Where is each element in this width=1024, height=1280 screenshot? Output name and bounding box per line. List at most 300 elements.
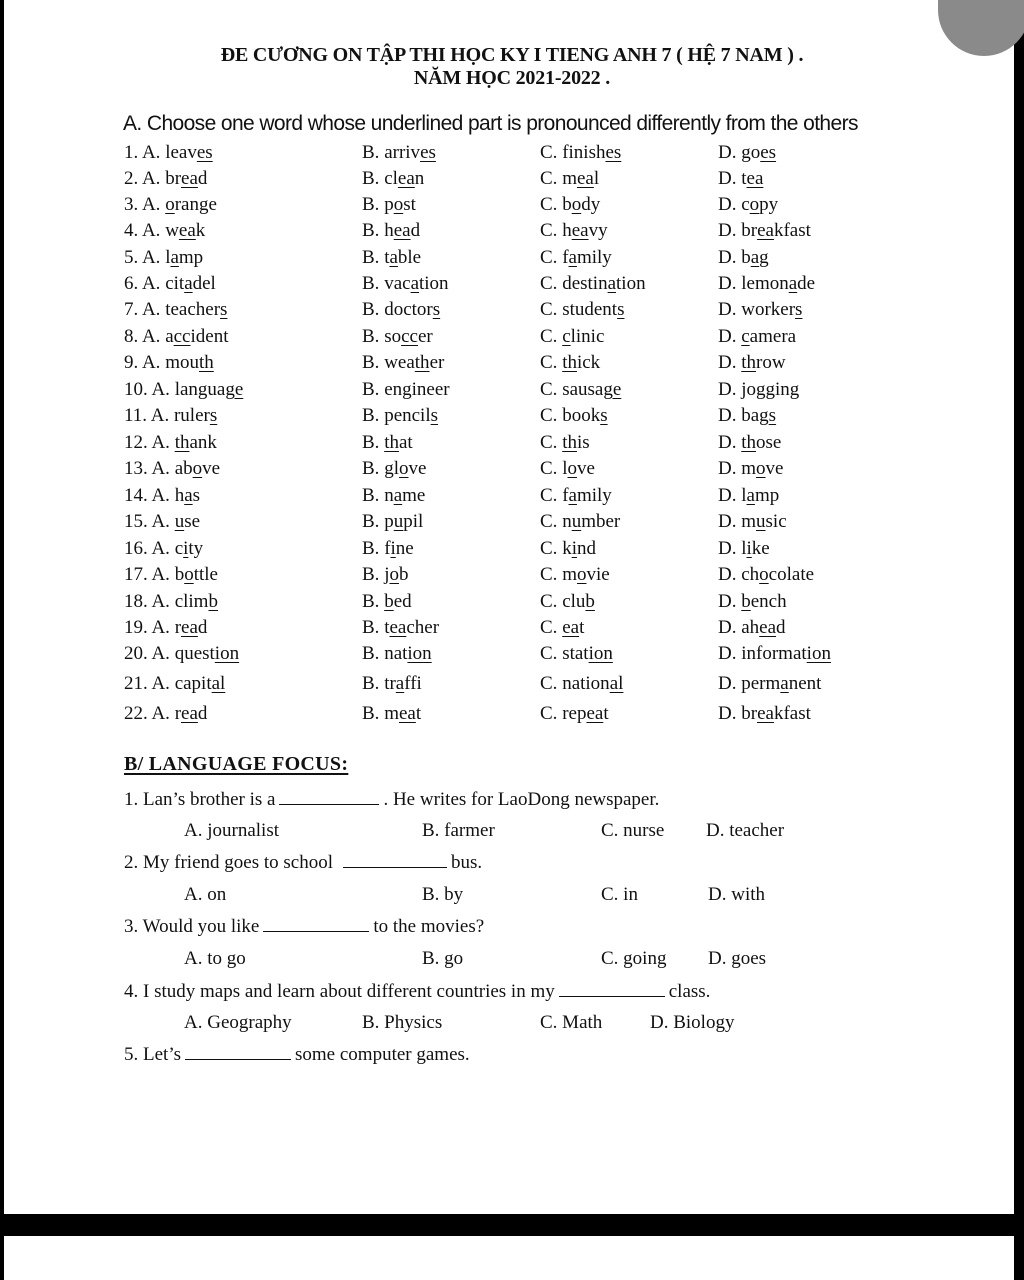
option-prefix: C. bbox=[540, 220, 563, 241]
underlined-part: a bbox=[389, 247, 398, 268]
word-start: bag bbox=[741, 405, 769, 426]
option-prefix: 8. A. bbox=[124, 326, 166, 347]
option-prefix: C. bbox=[540, 405, 563, 426]
word-start: informat bbox=[741, 643, 807, 664]
question-4-option-a: A. Geography bbox=[184, 1012, 292, 1033]
word-start: teacher bbox=[165, 299, 221, 320]
word-start: so bbox=[384, 326, 402, 347]
question-3-blank bbox=[263, 917, 369, 932]
word-8-option-c bbox=[540, 326, 604, 348]
word-15-option-c bbox=[540, 511, 620, 533]
option-prefix: B. bbox=[362, 703, 385, 724]
word-row-16 bbox=[0, 538, 1024, 564]
option-prefix: 11. A. bbox=[124, 405, 174, 426]
word-4-option-b bbox=[362, 220, 420, 242]
option-prefix: B. bbox=[362, 538, 385, 559]
option-prefix: C. bbox=[540, 247, 563, 268]
question-2-option-d: D. with bbox=[708, 884, 765, 905]
underlined-part: ion bbox=[214, 643, 240, 664]
word-start: n bbox=[384, 485, 394, 506]
word-1-option-d bbox=[718, 142, 776, 164]
word-end: cher bbox=[406, 617, 440, 638]
underlined-part: es bbox=[196, 142, 213, 163]
question-1-text: 1. Lan’s brother is a bbox=[124, 789, 276, 810]
question-3-option-a: A. to go bbox=[184, 948, 246, 969]
word-start: f bbox=[562, 247, 569, 268]
underlined-part: o bbox=[576, 564, 587, 585]
word-15-option-d bbox=[718, 511, 787, 533]
word-10-option-b bbox=[362, 379, 450, 401]
option-prefix: C. bbox=[540, 352, 563, 373]
word-18-option-d bbox=[718, 591, 787, 613]
word-end: mily bbox=[576, 485, 612, 506]
question-4-text: 4. I study maps and learn about different countries in my bbox=[124, 981, 555, 1002]
word-end: ke bbox=[751, 538, 770, 559]
word-start: f bbox=[562, 485, 569, 506]
word-row-11 bbox=[0, 405, 1024, 431]
word-end: l bbox=[593, 168, 600, 189]
word-end: kfast bbox=[773, 703, 811, 724]
word-start: l bbox=[165, 247, 171, 268]
option-prefix: D. bbox=[718, 458, 742, 479]
option-prefix: C. bbox=[540, 511, 563, 532]
word-1-option-b bbox=[362, 142, 436, 164]
word-end: t bbox=[415, 703, 422, 724]
option-prefix: D. bbox=[718, 643, 742, 664]
word-end: d bbox=[410, 220, 421, 241]
word-start: wea bbox=[384, 352, 415, 373]
word-2-option-c bbox=[540, 168, 599, 190]
option-prefix: 7. A. bbox=[124, 299, 166, 320]
word-end: ty bbox=[188, 538, 204, 559]
word-start: b bbox=[174, 564, 185, 585]
word-end: range bbox=[174, 194, 217, 215]
word-start: j bbox=[384, 564, 390, 585]
question-4-option-d: D. Biology bbox=[650, 1012, 735, 1033]
word-end: ing bbox=[775, 379, 800, 400]
underlined-part: ea bbox=[178, 220, 196, 241]
question-3-option-b: B. go bbox=[422, 948, 464, 969]
option-prefix: 2. A. bbox=[124, 168, 166, 189]
underlined-part: cc bbox=[173, 326, 191, 347]
word-7-option-c bbox=[540, 299, 624, 321]
word-end: d bbox=[776, 617, 786, 638]
question-1-option-d: D. teacher bbox=[706, 820, 785, 841]
underlined-part: ea bbox=[397, 168, 415, 189]
word-start: quest bbox=[174, 643, 215, 664]
word-start: ah bbox=[741, 617, 760, 638]
word-end: colate bbox=[768, 564, 815, 585]
word-2-option-a bbox=[124, 168, 207, 190]
word-end: ose bbox=[756, 432, 782, 453]
word-end: ble bbox=[397, 247, 422, 268]
word-14-option-c bbox=[540, 485, 612, 507]
question-5-tail: some computer games. bbox=[295, 1044, 470, 1065]
underlined-part: th bbox=[174, 432, 190, 453]
option-prefix: D. bbox=[718, 591, 742, 612]
word-row-14 bbox=[0, 485, 1024, 511]
word-21-option-b bbox=[362, 673, 422, 695]
word-17-option-b bbox=[362, 564, 408, 586]
word-start: stat bbox=[562, 643, 589, 664]
underlined-part: o bbox=[165, 194, 175, 215]
option-prefix: B. bbox=[362, 617, 385, 638]
underlined-part: o bbox=[184, 564, 194, 585]
underlined-part: b bbox=[384, 591, 394, 612]
option-prefix: C. bbox=[540, 673, 563, 694]
option-prefix: D. bbox=[718, 617, 742, 638]
word-16-option-b bbox=[362, 538, 414, 560]
word-8-option-d bbox=[718, 326, 796, 348]
underlined-part: th bbox=[384, 432, 399, 453]
underlined-part: ea bbox=[562, 617, 580, 638]
word-19-option-a bbox=[124, 617, 207, 639]
word-start: pencil bbox=[384, 405, 431, 426]
word-11-option-c bbox=[540, 405, 608, 427]
underlined-part: b bbox=[585, 591, 595, 612]
option-prefix: B. bbox=[362, 299, 385, 320]
word-17-option-d bbox=[718, 564, 814, 586]
underlined-part: es bbox=[760, 142, 777, 163]
word-start: perm bbox=[741, 673, 781, 694]
option-prefix: D. bbox=[718, 220, 742, 241]
word-start: k bbox=[562, 538, 572, 559]
word-13-option-b bbox=[362, 458, 426, 480]
option-prefix: D. bbox=[718, 485, 742, 506]
option-prefix: D. bbox=[718, 326, 742, 347]
option-prefix: C. bbox=[540, 564, 563, 585]
underlined-part: o bbox=[571, 194, 582, 215]
question-4 bbox=[124, 981, 710, 1003]
option-prefix: B. bbox=[362, 247, 385, 268]
underlined-part: a bbox=[607, 273, 617, 294]
word-17-option-c bbox=[540, 564, 610, 586]
word-9-option-b bbox=[362, 352, 444, 374]
word-end: mber bbox=[581, 511, 621, 532]
option-prefix: B. bbox=[362, 432, 385, 453]
word-end: de bbox=[797, 273, 816, 294]
word-row-10 bbox=[0, 379, 1024, 405]
word-end: t bbox=[603, 703, 609, 724]
word-start: t bbox=[741, 168, 747, 189]
word-end: nd bbox=[576, 538, 596, 559]
underlined-part: th bbox=[741, 352, 757, 373]
underlined-part: th bbox=[198, 352, 214, 373]
word-end: er bbox=[417, 326, 433, 347]
word-10-option-d bbox=[718, 379, 799, 401]
option-prefix: C. bbox=[540, 643, 563, 664]
question-2 bbox=[124, 852, 482, 874]
underlined-part: i bbox=[746, 538, 752, 559]
word-14-option-a bbox=[124, 485, 200, 507]
word-start: student bbox=[562, 299, 618, 320]
question-1-option-b: B. farmer bbox=[422, 820, 495, 841]
word-3-option-a bbox=[124, 194, 217, 216]
word-7-option-d bbox=[718, 299, 802, 321]
word-end: k bbox=[195, 220, 206, 241]
word-20-option-c bbox=[540, 643, 613, 665]
word-start: jo bbox=[741, 379, 757, 400]
question-1 bbox=[124, 789, 659, 811]
word-end: py bbox=[759, 194, 779, 215]
underlined-part: ea bbox=[398, 703, 416, 724]
underlined-part: o bbox=[749, 194, 760, 215]
option-prefix: D. bbox=[718, 273, 742, 294]
word-16-option-a bbox=[124, 538, 203, 560]
word-start: b bbox=[562, 194, 572, 215]
question-2-option-a: A. on bbox=[184, 884, 227, 905]
option-prefix: D. bbox=[718, 168, 742, 189]
word-11-option-a bbox=[124, 405, 217, 427]
word-9-option-d bbox=[718, 352, 786, 374]
word-22-option-b bbox=[362, 703, 421, 725]
word-19-option-d bbox=[718, 617, 786, 639]
word-8-option-a bbox=[124, 326, 229, 348]
word-3-option-d bbox=[718, 194, 778, 216]
option-prefix: 15. A. bbox=[124, 511, 175, 532]
word-start: r bbox=[174, 617, 182, 638]
word-row-4 bbox=[0, 220, 1024, 246]
question-3-option-d: D. goes bbox=[708, 948, 767, 969]
option-prefix: B. bbox=[362, 643, 385, 664]
word-end: se bbox=[184, 511, 201, 532]
underlined-part: ea bbox=[571, 220, 589, 241]
word-row-7 bbox=[0, 299, 1024, 325]
word-20-option-b bbox=[362, 643, 432, 665]
word-8-option-b bbox=[362, 326, 433, 348]
next-page-edge bbox=[4, 1236, 1014, 1280]
option-prefix: 12. A. bbox=[124, 432, 175, 453]
option-prefix: 19. A. bbox=[124, 617, 175, 638]
word-18-option-b bbox=[362, 591, 412, 613]
underlined-part: s bbox=[600, 405, 608, 426]
word-end: b bbox=[398, 564, 409, 585]
word-start: p bbox=[384, 194, 394, 215]
word-22-option-c bbox=[540, 703, 609, 725]
option-prefix: D. bbox=[718, 511, 742, 532]
option-prefix: C. bbox=[540, 326, 563, 347]
underlined-part: o bbox=[389, 564, 399, 585]
word-start: arriv bbox=[384, 142, 421, 163]
option-prefix: 3. A. bbox=[124, 194, 166, 215]
underlined-part: es bbox=[605, 142, 622, 163]
underlined-part: b bbox=[741, 591, 751, 612]
word-end: vy bbox=[588, 220, 608, 241]
option-prefix: 1. A. bbox=[124, 142, 166, 163]
option-prefix: B. bbox=[362, 142, 385, 163]
option-prefix: C. bbox=[540, 299, 563, 320]
word-12-option-a bbox=[124, 432, 217, 454]
word-start: r bbox=[174, 703, 182, 724]
option-prefix: B. bbox=[362, 405, 385, 426]
question-3 bbox=[124, 916, 484, 938]
option-prefix: D. bbox=[718, 194, 742, 215]
underlined-part: s bbox=[430, 405, 439, 426]
underlined-part: o bbox=[398, 458, 409, 479]
question-5-text: 5. Let’s bbox=[124, 1044, 181, 1065]
word-start: br bbox=[165, 168, 182, 189]
word-start: m bbox=[741, 511, 757, 532]
option-prefix: D. bbox=[718, 673, 742, 694]
underlined-part: a bbox=[184, 485, 193, 506]
question-4-option-b: B. Physics bbox=[362, 1012, 443, 1033]
underlined-part: ea bbox=[746, 168, 764, 189]
word-end: mily bbox=[576, 247, 612, 268]
word-end: ve bbox=[408, 458, 427, 479]
word-end: is bbox=[576, 432, 590, 453]
underlined-part: ea bbox=[586, 703, 604, 724]
word-11-option-d bbox=[718, 405, 776, 427]
underlined-part: th bbox=[741, 432, 757, 453]
word-end: d bbox=[197, 703, 208, 724]
word-11-option-b bbox=[362, 405, 438, 427]
option-prefix: C. bbox=[540, 485, 563, 506]
word-row-13 bbox=[0, 458, 1024, 484]
word-start: p bbox=[384, 511, 394, 532]
word-start: doctor bbox=[384, 299, 433, 320]
option-prefix: B. bbox=[362, 220, 385, 241]
word-10-option-a bbox=[124, 379, 243, 401]
word-end: dy bbox=[581, 194, 601, 215]
word-start: book bbox=[562, 405, 601, 426]
option-prefix: 14. A. bbox=[124, 485, 175, 506]
word-start: clu bbox=[562, 591, 586, 612]
word-end: kfast bbox=[773, 220, 811, 241]
question-2-blank bbox=[343, 853, 447, 868]
word-row-18 bbox=[0, 591, 1024, 617]
word-row-19 bbox=[0, 617, 1024, 643]
word-end: me bbox=[402, 485, 426, 506]
word-end: s bbox=[192, 485, 201, 506]
option-prefix: B. bbox=[362, 326, 385, 347]
word-start: nat bbox=[384, 643, 408, 664]
word-end: sic bbox=[765, 511, 787, 532]
word-row-21 bbox=[0, 673, 1024, 699]
word-13-option-c bbox=[540, 458, 595, 480]
option-prefix: 5. A. bbox=[124, 247, 166, 268]
option-prefix: B. bbox=[362, 273, 385, 294]
word-19-option-b bbox=[362, 617, 439, 639]
word-end: row bbox=[756, 352, 786, 373]
word-22-option-d bbox=[718, 703, 811, 725]
word-3-option-c bbox=[540, 194, 600, 216]
word-end: d bbox=[197, 617, 208, 638]
question-3-text: 3. Would you like bbox=[124, 916, 260, 937]
word-start: n bbox=[562, 511, 572, 532]
underlined-part: ea bbox=[181, 703, 198, 724]
word-12-option-b bbox=[362, 432, 413, 454]
word-end: ttle bbox=[193, 564, 218, 585]
question-1-blank bbox=[279, 790, 379, 805]
option-prefix: D. bbox=[718, 247, 742, 268]
word-start: m bbox=[384, 703, 399, 724]
underlined-part: i bbox=[390, 538, 396, 559]
word-end: ed bbox=[393, 591, 412, 612]
word-end: mp bbox=[754, 485, 780, 506]
document-title: ĐE CƯƠNG ON TẬP THI HỌC KY I TIENG ANH 7 ( HỆ 7 NAM ) . bbox=[220, 44, 804, 66]
word-end: nent bbox=[788, 673, 822, 694]
word-16-option-d bbox=[718, 538, 770, 560]
word-1-option-c bbox=[540, 142, 621, 164]
word-21-option-d bbox=[718, 673, 821, 695]
word-4-option-d bbox=[718, 220, 811, 242]
word-15-option-a bbox=[124, 511, 200, 533]
option-prefix: B. bbox=[362, 352, 385, 373]
word-start: finish bbox=[562, 142, 606, 163]
word-end: ench bbox=[750, 591, 787, 612]
underlined-part: u bbox=[393, 511, 404, 532]
underlined-part: i bbox=[183, 538, 189, 559]
underlined-part: ea bbox=[389, 617, 407, 638]
word-13-option-d bbox=[718, 458, 783, 480]
word-end: ffi bbox=[404, 673, 422, 694]
word-row-20 bbox=[0, 643, 1024, 669]
option-prefix: D. bbox=[718, 299, 742, 320]
word-end: ick bbox=[576, 352, 601, 373]
word-18-option-c bbox=[540, 591, 595, 613]
word-start: l bbox=[741, 485, 747, 506]
word-start: c bbox=[741, 194, 750, 215]
underlined-part: s bbox=[768, 405, 777, 426]
underlined-part: ea bbox=[181, 617, 198, 638]
word-end: d bbox=[197, 168, 208, 189]
underlined-part: u bbox=[571, 511, 582, 532]
word-start: br bbox=[741, 703, 758, 724]
word-start: capit bbox=[174, 673, 212, 694]
word-5-option-d bbox=[718, 247, 769, 269]
word-12-option-d bbox=[718, 432, 781, 454]
word-start: lemon bbox=[741, 273, 789, 294]
underlined-part: ion bbox=[407, 643, 432, 664]
option-prefix: 10. A. bbox=[124, 379, 175, 400]
word-row-17 bbox=[0, 564, 1024, 590]
word-6-option-c bbox=[540, 273, 646, 295]
word-start: l bbox=[562, 458, 568, 479]
question-1-tail: . He writes for LaoDong newspaper. bbox=[383, 789, 660, 810]
question-4-tail: class. bbox=[668, 981, 711, 1002]
word-5-option-b bbox=[362, 247, 421, 269]
option-prefix: B. bbox=[362, 511, 385, 532]
option-prefix: B. bbox=[362, 194, 385, 215]
word-start: t bbox=[384, 247, 390, 268]
word-9-option-c bbox=[540, 352, 600, 374]
question-4-option-c: C. Math bbox=[540, 1012, 603, 1033]
underlined-part: ea bbox=[181, 168, 198, 189]
option-prefix: D. bbox=[718, 352, 742, 373]
word-start: nation bbox=[562, 673, 610, 694]
word-row-15 bbox=[0, 511, 1024, 537]
option-prefix: B. bbox=[362, 564, 385, 585]
word-7-option-a bbox=[124, 299, 227, 321]
word-end: ineer bbox=[411, 379, 450, 400]
word-start: h bbox=[384, 220, 394, 241]
option-prefix: 4. A. bbox=[124, 220, 166, 241]
underlined-part: a bbox=[393, 485, 403, 506]
option-prefix: C. bbox=[540, 703, 563, 724]
underlined-part: c bbox=[562, 326, 571, 347]
underlined-part: ea bbox=[759, 617, 777, 638]
underlined-part: ea bbox=[757, 220, 774, 241]
word-2-option-b bbox=[362, 168, 424, 190]
word-6-option-d bbox=[718, 273, 815, 295]
option-prefix: 9. A. bbox=[124, 352, 166, 373]
underlined-part: gg bbox=[756, 379, 776, 400]
word-end: mp bbox=[178, 247, 204, 268]
word-start: ruler bbox=[173, 405, 210, 426]
word-start: sausa bbox=[562, 379, 604, 400]
word-4-option-c bbox=[540, 220, 608, 242]
section-a-heading: A. Choose one word whose underlined part is pronounced differently from the others bbox=[123, 112, 858, 135]
